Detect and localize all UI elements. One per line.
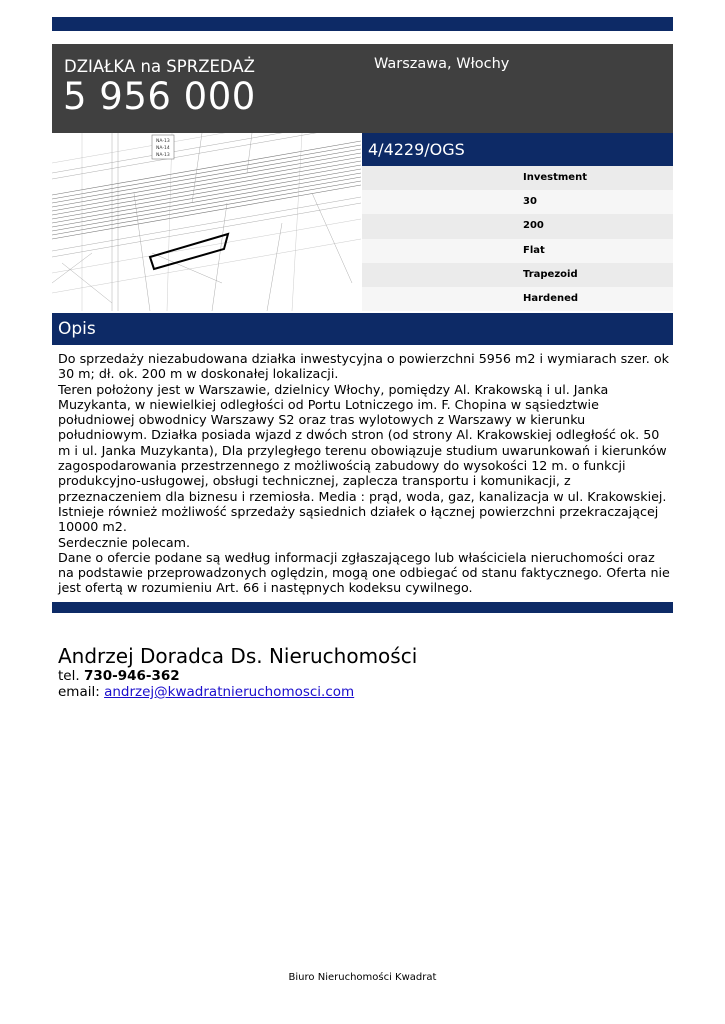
listing-info-panel — [362, 133, 673, 311]
description-heading: Opis — [52, 313, 673, 345]
email-label: email: — [58, 684, 100, 700]
detail-row: 30 — [362, 190, 673, 214]
agent-name: Andrzej Doradca Ds. Nieruchomości — [58, 644, 418, 668]
price: 5 956 000 — [63, 75, 256, 118]
description-paragraph: Serdecznie polecam. — [58, 534, 191, 550]
section-divider-bar — [52, 602, 673, 613]
listing-reference: 4/4229/OGS — [362, 133, 673, 166]
offer-type: DZIAŁKA na SPRZEDAŻ — [64, 57, 255, 76]
agent-phone-line — [58, 668, 670, 684]
location: Warszawa, Włochy — [374, 56, 510, 72]
top-accent-bar — [52, 17, 673, 31]
listing-header — [52, 44, 673, 133]
footer-office-name: Biuro Nieruchomości Kwadrat — [288, 972, 437, 983]
plot-map-image — [52, 133, 361, 311]
description-paragraph: Dane o ofercie podane są według informacji zgłaszającego lub właściciela nieruchomości oraz na podstawie przeprowadzonych oględzin, mogą one odbiegać od stanu faktycznego. Oferta nie jest ofertą w rozumieniu Art. 66 i następnych kodeksu cywilnego. — [58, 549, 670, 596]
agent-email-line — [58, 684, 670, 700]
agent-contact — [58, 644, 670, 700]
description-paragraph: Do sprzedaży niezabudowana działka inwestycyjna o powierzchni 5956 m2 i wymiarach szer. ok 30 m; dł. ok. 200 m w doskonałej lokalizacji. — [58, 351, 669, 382]
detail-row: Hardened — [362, 287, 673, 311]
description-body — [58, 351, 670, 596]
description-paragraph: Istnieje również możliwość sprzedaży sąsiednich działek o łącznej powierzchni przekraczającej 10000 m2. — [58, 503, 659, 535]
map-label: NA-14 — [156, 146, 170, 151]
detail-row: 200 — [362, 214, 673, 238]
agent-email-link[interactable]: andrzej@kwadratnieruchomosci.com — [104, 684, 355, 700]
detail-row: Flat — [362, 239, 673, 263]
detail-row: Trapezoid — [362, 263, 673, 287]
detail-row: Investment — [362, 166, 673, 190]
description-paragraph: Teren położony jest w Warszawie, dzielnicy Włochy, pomiędzy Al. Krakowską i ul. Janka Muzykanta, w niewielkiej odległości od Portu Lotniczego im. F. Chopina w sąsiedztwie południowej obwodnicy Warszawy S2 oraz tras wylotowych z Warszawy w kierunku południowym. Działka posiada wjazd z dwóch stron (od strony Al. Krakowskiej odległość ok. 50 m i ul. Janka Muzykanta), Dla przyległego terenu obowiązuje studium uwarunkowań i kierunków zagospodarowania przestrzennego z możliwością zabudowy do wysokości 12 m. o funkcji produkcyjno-usługowej, obsługi technicznej, zaplecza transportu i komunikacji, z przeznaczeniem dla biznesu i rzemiosła. Media : prąd, woda, gaz, kanalizacja w ul. Krakowskiej. — [58, 381, 667, 504]
plot-outline — [150, 234, 228, 269]
map-label: NA-13 — [156, 153, 170, 158]
map-label: NA-13 — [156, 139, 170, 144]
phone-label: tel. — [58, 668, 80, 684]
agent-phone: 730-946-362 — [83, 668, 180, 684]
